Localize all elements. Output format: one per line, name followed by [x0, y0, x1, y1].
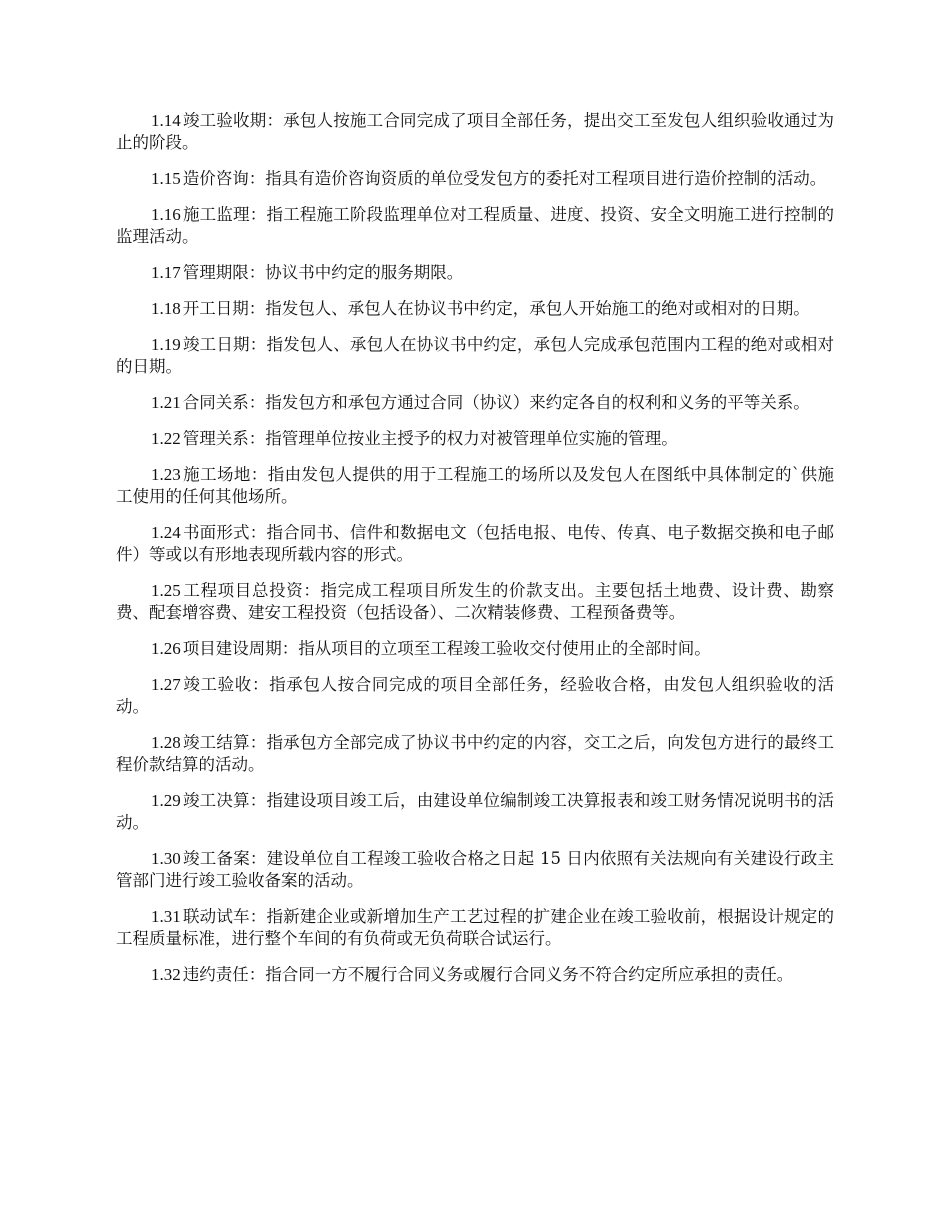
clause-text: 合同关系：指发包方和承包方通过合同（协议）来约定各自的权利和义务的平等关系。 — [182, 393, 810, 412]
clause-1-22 — [116, 428, 834, 450]
clause-text: 竣工结算：指承包方全部完成了协议书中约定的内容，交工之后，向发包方进行的最终工程价款结算的活动。 — [116, 733, 834, 774]
clause-number: 1.14 — [151, 111, 181, 130]
clause-text: 竣工日期：指发包人、承包人在协议书中约定，承包人完成承包范围内工程的绝对或相对的日期。 — [116, 335, 834, 376]
clause-1-25 — [116, 580, 834, 624]
clause-number: 1.25 — [151, 581, 181, 600]
clause-number: 1.17 — [151, 263, 181, 282]
clause-number: 1.18 — [151, 299, 181, 318]
clause-text: 联动试车：指新建企业或新增加生产工艺过程的扩建企业在竣工验收前，根据设计规定的工程质量标准，进行整个车间的有负荷或无负荷联合试运行。 — [116, 907, 834, 948]
clause-1-32 — [116, 964, 834, 986]
clause-1-30 — [116, 848, 834, 892]
clause-1-23 — [116, 464, 834, 508]
clause-number: 1.24 — [151, 523, 181, 542]
clause-text: 工程项目总投资：指完成工程项目所发生的价款支出。主要包括土地费、设计费、勘察费、配套增容费、建安工程投资（包括设备）、二次精装修费、工程预备费等。 — [116, 581, 834, 622]
clause-text: 违约责任：指合同一方不履行合同义务或履行合同义务不符合约定所应承担的责任。 — [182, 965, 794, 984]
clause-number: 1.32 — [151, 965, 181, 984]
clause-1-17 — [116, 262, 834, 284]
clause-1-18 — [116, 298, 834, 320]
clause-text: 竣工验收期：承包人按施工合同完成了项目全部任务，提出交工至发包人组织验收通过为止的阶段。 — [116, 111, 834, 152]
clause-text: 竣工验收：指承包人按合同完成的项目全部任务，经验收合格，由发包人组织验收的活动。 — [116, 675, 834, 716]
clause-text: 施工监理：指工程施工阶段监理单位对工程质量、进度、投资、安全文明施工进行控制的监理活动。 — [116, 205, 834, 246]
clause-1-15 — [116, 168, 834, 190]
clause-1-14 — [116, 110, 834, 154]
clause-1-27 — [116, 674, 834, 718]
clause-number: 1.19 — [151, 335, 181, 354]
clause-text: 竣工决算：指建设项目竣工后，由建设单位编制竣工决算报表和竣工财务情况说明书的活动。 — [116, 791, 834, 832]
clause-number: 1.27 — [151, 675, 181, 694]
clause-1-29 — [116, 790, 834, 834]
clause-number: 1.26 — [151, 639, 181, 658]
clause-text: 书面形式：指合同书、信件和数据电文（包括电报、电传、传真、电子数据交换和电子邮件）等或以有形地表现所载内容的形式。 — [116, 523, 834, 564]
clause-number: 1.28 — [151, 733, 181, 752]
clause-1-19 — [116, 334, 834, 378]
clause-text: 项目建设周期：指从项目的立项至工程竣工验收交付使用止的全部时间。 — [182, 639, 711, 658]
clause-text: 开工日期：指发包人、承包人在协议书中约定，承包人开始施工的绝对或相对的日期。 — [182, 299, 810, 318]
clause-number: 1.22 — [151, 429, 181, 448]
clause-number: 1.29 — [151, 791, 181, 810]
clause-text: 造价咨询：指具有造价咨询资质的单位受发包方的委托对工程项目进行造价控制的活动。 — [182, 169, 827, 188]
clause-number: 1.30 — [151, 849, 181, 868]
clause-text: 竣工备案：建设单位自工程竣工验收合格之日起 15 日内依照有关法规向有关建设行政主管部门进行竣工验收备案的活动。 — [116, 849, 834, 890]
clause-number: 1.16 — [151, 205, 181, 224]
clause-text: 管理期限：协议书中约定的服务期限。 — [182, 263, 464, 282]
clause-1-26 — [116, 638, 834, 660]
clause-number: 1.15 — [151, 169, 181, 188]
clause-number: 1.21 — [151, 393, 181, 412]
clause-text: 施工场地：指由发包人提供的用于工程施工的场所以及发包人在图纸中具体制定的`供施工使用的任何其他场所。 — [116, 465, 834, 506]
clause-text: 管理关系：指管理单位按业主授予的权力对被管理单位实施的管理。 — [182, 429, 678, 448]
clause-1-28 — [116, 732, 834, 776]
clause-1-16 — [116, 204, 834, 248]
clause-number: 1.31 — [151, 907, 181, 926]
document-body — [116, 110, 834, 1000]
clause-1-31 — [116, 906, 834, 950]
clause-number: 1.23 — [151, 465, 181, 484]
clause-1-24 — [116, 522, 834, 566]
clause-1-21 — [116, 392, 834, 414]
